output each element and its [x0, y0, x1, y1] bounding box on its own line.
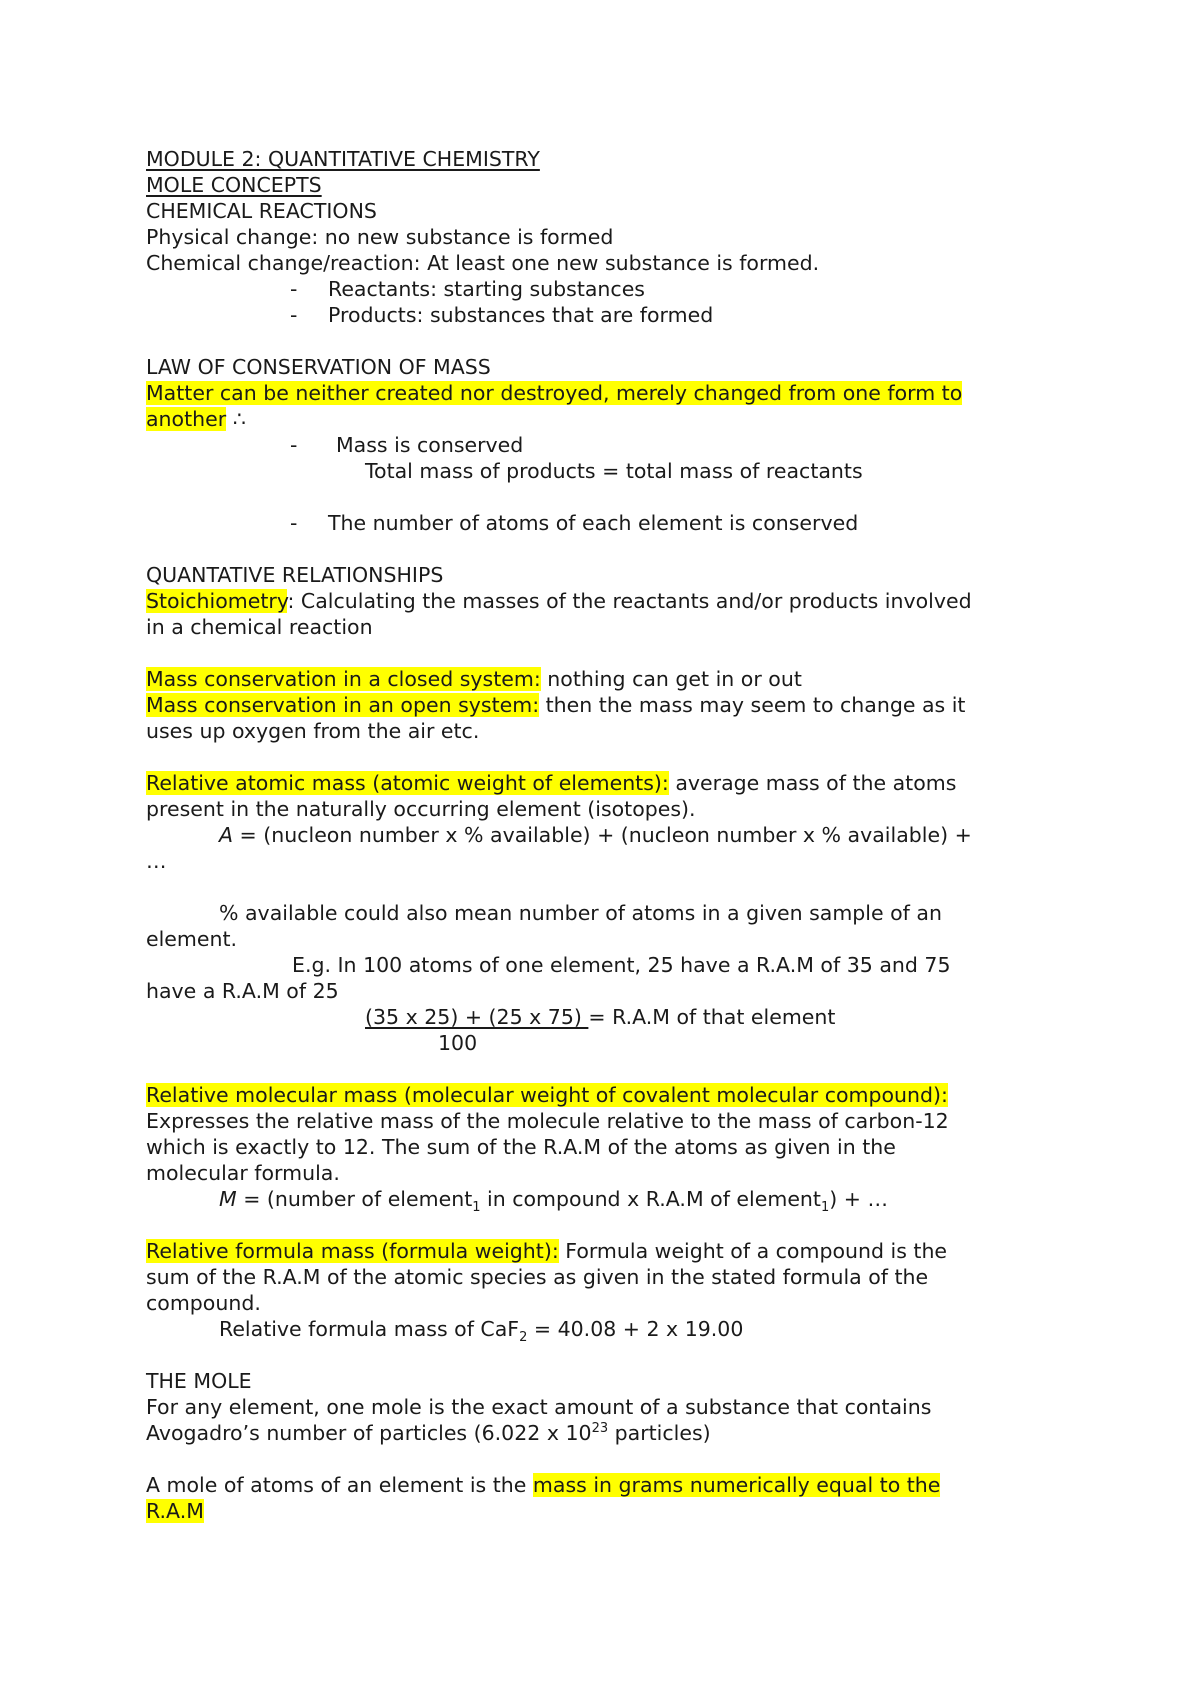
highlight: Stoichiometry — [146, 589, 288, 613]
highlight: Mass conservation in a closed system: — [146, 667, 541, 691]
example-line1: E.g. In 100 atoms of one element, 25 have a R.A.M of 35 and 75 — [292, 953, 951, 977]
document-page — [146, 146, 1076, 1524]
subscript: 2 — [519, 1330, 528, 1346]
superscript: 23 — [591, 1421, 609, 1437]
mole-text: Avogadro’s number of particles (6.022 x 10 — [146, 1421, 592, 1445]
highlight: Relative molecular mass (molecular weight of covalent molecular compound): — [146, 1083, 948, 1107]
rmm-line2: which is exactly to 12. The sum of the R.A.M of the atoms as given in the — [146, 1135, 896, 1159]
example-line2: have a R.A.M of 25 — [146, 979, 339, 1003]
open-system-line2: uses up oxygen from the air etc. — [146, 719, 480, 743]
rfm-formula — [146, 1316, 1076, 1346]
heading-the-mole: THE MOLE — [146, 1369, 252, 1393]
ram-definition: average mass of the atoms — [668, 771, 957, 795]
available-line1: % available could also mean number of atoms in a given sample of an — [219, 901, 942, 925]
therefore-symbol: ∴ — [226, 407, 246, 431]
heading-conservation-of-mass: LAW OF CONSERVATION OF MASS — [146, 355, 491, 379]
section-title-mole-concepts: MOLE CONCEPTS — [146, 173, 322, 197]
fraction-numerator-line — [146, 1004, 1076, 1030]
highlight: Relative formula mass (formula weight): — [146, 1239, 559, 1263]
highlight: another — [146, 407, 227, 431]
formula-text: ) + … — [829, 1187, 888, 1211]
mole-atoms-line2 — [146, 1498, 1076, 1524]
rmm-heading — [146, 1082, 1076, 1108]
rfm-definition: Formula weight of a compound is the — [558, 1239, 948, 1263]
conservation-definition-line1 — [146, 380, 1076, 406]
mole-atoms-text: A mole of atoms of an element is the — [146, 1473, 533, 1497]
mole-atoms-line1 — [146, 1472, 1076, 1498]
formula-text: Relative formula mass of CaF — [219, 1317, 520, 1341]
rfm-line1 — [146, 1238, 1076, 1264]
rfm-line2: sum of the R.A.M of the atomic species as given in the stated formula of the — [146, 1265, 929, 1289]
bullet-atoms-conserved: - The number of atoms of each element is conserved — [290, 511, 859, 535]
formula-text: = 40.08 + 2 x 19.00 — [527, 1317, 744, 1341]
heading-chemical-reactions: CHEMICAL REACTIONS — [146, 199, 377, 223]
bullet-reactants: - Reactants: starting substances — [290, 277, 645, 301]
ram-formula-continued: … — [146, 849, 167, 873]
mole-line1: For any element, one mole is the exact amount of a substance that contains — [146, 1395, 932, 1419]
available-line2: element. — [146, 927, 238, 951]
formula-text: = (number of element — [236, 1187, 473, 1211]
closed-system-text: nothing can get in or out — [540, 667, 802, 691]
fraction-denominator: 100 — [438, 1031, 478, 1055]
bullet-mass-conserved: - Mass is conserved — [290, 433, 524, 457]
stoichiometry-line2: in a chemical reaction — [146, 615, 373, 639]
fraction-numerator: (35 x 25) + (25 x 75) — [365, 1005, 589, 1029]
formula-text: in compound x R.A.M of element — [480, 1187, 821, 1211]
highlight: R.A.M — [146, 1499, 204, 1523]
rfm-line3: compound. — [146, 1291, 261, 1315]
chemical-change-text: Chemical change/reaction: At least one new substance is formed. — [146, 251, 820, 275]
ram-formula — [146, 822, 1076, 848]
highlight: Relative atomic mass (atomic weight of elements): — [146, 771, 669, 795]
open-system-text: then the mass may seem to change as it — [539, 693, 966, 717]
rmm-formula — [146, 1186, 1076, 1216]
total-mass-equation: Total mass of products = total mass of reactants — [365, 459, 863, 483]
highlight: mass in grams numerically equal to the — [532, 1473, 941, 1497]
conservation-definition-line2 — [146, 406, 1076, 432]
bullet-reactants-text: Reactants: starting substances — [328, 277, 645, 301]
mole-line2 — [146, 1420, 1076, 1446]
highlight: Matter can be neither created nor destroyed, merely changed from one form to — [146, 381, 963, 405]
formula-variable: M — [219, 1187, 237, 1211]
module-title: MODULE 2: QUANTITATIVE CHEMISTRY — [146, 147, 540, 171]
highlight: Mass conservation in an open system: — [146, 693, 540, 717]
stoichiometry-line1 — [146, 588, 1076, 614]
subscript: 1 — [472, 1200, 481, 1216]
ram-line1 — [146, 770, 1076, 796]
bullet-atoms-conserved-text: The number of atoms of each element is conserved — [328, 511, 859, 535]
formula-variable: A — [219, 823, 234, 847]
bullet-products: - Products: substances that are formed — [290, 303, 714, 327]
stoichiometry-definition: : Calculating the masses of the reactants and/or products involved — [287, 589, 972, 613]
bullet-mass-conserved-text: Mass is conserved — [336, 433, 524, 457]
formula-text: = (nucleon number x % available) + (nucleon number x % available) + — [233, 823, 972, 847]
fraction-result: = R.A.M of that element — [588, 1005, 836, 1029]
mole-text: particles) — [608, 1421, 711, 1445]
bullet-products-text: Products: substances that are formed — [328, 303, 714, 327]
heading-quantative-relationships: QUANTATIVE RELATIONSHIPS — [146, 563, 444, 587]
rmm-line1: Expresses the relative mass of the molecule relative to the mass of carbon-12 — [146, 1109, 949, 1133]
closed-system-line — [146, 666, 1076, 692]
subscript: 1 — [820, 1200, 830, 1216]
rmm-line3: molecular formula. — [146, 1161, 340, 1185]
ram-line2: present in the naturally occurring element (isotopes). — [146, 797, 696, 821]
open-system-line — [146, 692, 1076, 718]
physical-change-text: Physical change: no new substance is formed — [146, 225, 614, 249]
